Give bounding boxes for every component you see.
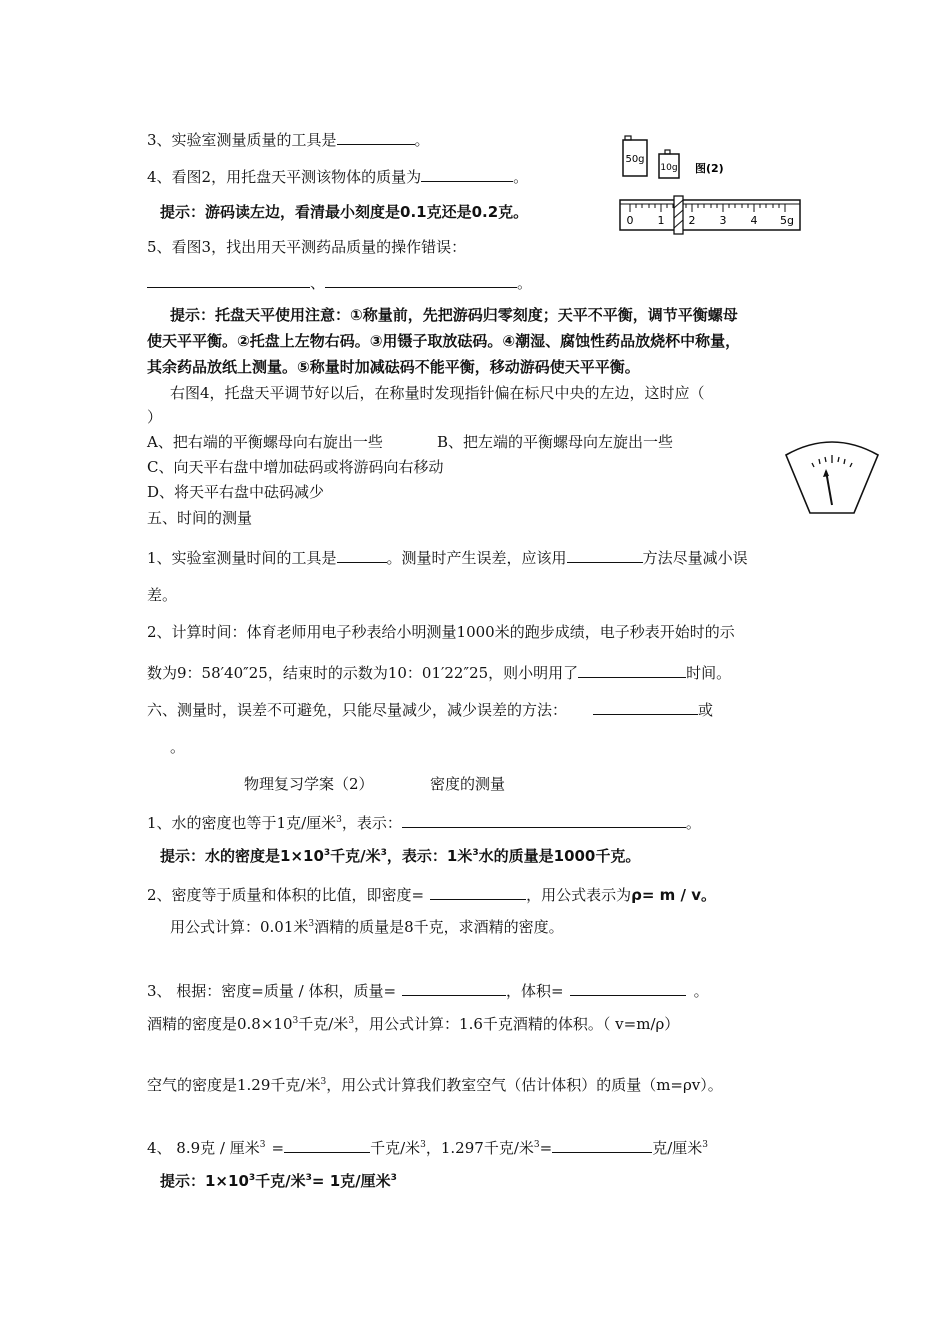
answer-blank[interactable] — [402, 811, 686, 828]
section-5-title: 五、时间的测量 — [147, 509, 253, 527]
time-question-1: 1、实验室测量时间的工具是 。测量时产生误差，应该用 方法尽量减小误 — [147, 546, 748, 568]
answer-blank[interactable] — [147, 271, 310, 288]
weight-50g-label: 50g — [625, 154, 645, 165]
answer-blank[interactable] — [552, 1136, 652, 1153]
figure-4-question-paren: ） — [147, 408, 163, 426]
hint-balance-line-2: 使天平平衡。②托盘上左物右码。③用镊子取放砝码。④潮湿、腐蚀性药品放烧杯中称量， — [147, 332, 741, 350]
answer-blank[interactable] — [284, 1136, 370, 1153]
answer-blank[interactable] — [578, 661, 686, 678]
density-question-4: 4、 8.9克 / 厘米$^3$ = 千克/米$^3$，1.297千克/米$^3$= 克/厘米$^3$ — [147, 1136, 708, 1158]
section-6: 六、测量时，误差不可避免，只能尽量减少，减少误差的方法： 或 — [147, 698, 713, 720]
option-a: A、把右端的平衡螺母向右旋出一些 — [147, 433, 383, 451]
density-alcohol-calc: 酒精的密度是$0.8\times 10^3$千克/米$^3$，用公式计算：1.6千克酒精的体积。（ v=m/ρ） — [147, 1015, 680, 1033]
answer-blank[interactable] — [570, 979, 686, 996]
density-calc-alcohol: 用公式计算：0.01米$^3$酒精的质量是8千克，求酒精的密度。 — [170, 918, 564, 936]
density-question-2: 2、密度等于质量和体积的比值，即密度= ，用公式表示为ρ= m / v。 — [147, 883, 716, 905]
question-3-text: 3、实验室测量质量的工具是 — [147, 131, 337, 149]
section-6-end: 。 — [170, 738, 186, 756]
density-formula: ρ= m / v。 — [631, 886, 716, 904]
time-question-1-cont: 差。 — [147, 586, 178, 604]
answer-blank[interactable] — [402, 979, 506, 996]
hint-water-density: 提示：水的密度是$1\times 10^3$千克/米$^3$，表示：1米$^3$水的质量是1000千克。 — [160, 847, 641, 865]
hint-balance-line-3: 其余药品放纸上测量。⑤称量时加减砝码不能平衡，移动游码使天平平衡。 — [147, 358, 640, 376]
hint-rider: 提示：游码读左边，看清最小刻度是0.1克还是0.2克。 — [160, 203, 529, 221]
svg-text:1: 1 — [657, 214, 665, 227]
document-title: 物理复习学案（2） — [244, 775, 374, 793]
figure-4-question: 右图4，托盘天平调节好以后，在称量时发现指针偏在标尺中央的左边，这时应（ — [170, 384, 705, 402]
option-b: B、把左端的平衡螺母向左旋出一些 — [437, 433, 674, 451]
weight-10g-label: 10g — [660, 163, 678, 173]
answer-blank[interactable] — [430, 883, 526, 900]
hint-balance-line-1: 提示：托盘天平使用注意：①称量前，先把游码归零刻度；天平不平衡，调节平衡螺母 — [170, 306, 738, 324]
density-question-3: 3、 根据：密度=质量 / 体积，质量= ，体积= 。 — [147, 979, 709, 1001]
question-4: 4、看图2，用托盘天平测该物体的质量为 。 — [147, 165, 528, 187]
answer-blank[interactable] — [325, 271, 517, 288]
answer-blank[interactable] — [421, 165, 513, 182]
option-d: D、将天平右盘中砝码减少 — [147, 483, 325, 501]
density-question-1: 1、水的密度也等于1克/厘米$^3$，表示： 。 — [147, 811, 701, 833]
answer-blank[interactable] — [337, 546, 387, 563]
figure-2-caption: 图(2) — [695, 162, 724, 175]
density-air-calc: 空气的密度是1.29千克/米$^3$，用公式计算我们教室空气（估计体积）的质量（m=ρv）。 — [147, 1076, 723, 1094]
svg-text:2: 2 — [688, 214, 696, 227]
question-5: 5、看图3，找出用天平测药品质量的操作错误： — [147, 238, 467, 256]
time-question-2-cont: 数为9：58′40″25，结束时的示数为10：01′22″25，则小明用了 时间。 — [147, 661, 731, 683]
svg-text:0: 0 — [626, 214, 634, 227]
answer-blank[interactable] — [337, 128, 415, 145]
question-4-text: 4、看图2，用托盘天平测该物体的质量为 — [147, 168, 422, 186]
figure-2-balance-scale — [615, 128, 810, 238]
hint-unit-conversion: 提示：$1\times 10^3$千克/米$^3$= 1克/厘米$^3$ — [160, 1172, 397, 1190]
svg-text:4: 4 — [750, 214, 758, 227]
figure-4-pointer-dial — [782, 437, 882, 517]
answer-blank[interactable] — [567, 546, 643, 563]
svg-text:5g: 5g — [780, 214, 794, 227]
answer-blank[interactable] — [593, 698, 698, 715]
document-subtitle: 密度的测量 — [430, 775, 506, 793]
time-question-2: 2、计算时间：体育老师用电子秒表给小明测量1000米的跑步成绩，电子秒表开始时的示 — [147, 623, 735, 641]
option-c: C、向天平右盘中增加砝码或将游码向右移动 — [147, 458, 444, 476]
svg-text:3: 3 — [719, 214, 727, 227]
question-5-blanks: 、 。 — [147, 271, 532, 293]
question-3: 3、实验室测量质量的工具是 。 — [147, 128, 430, 150]
